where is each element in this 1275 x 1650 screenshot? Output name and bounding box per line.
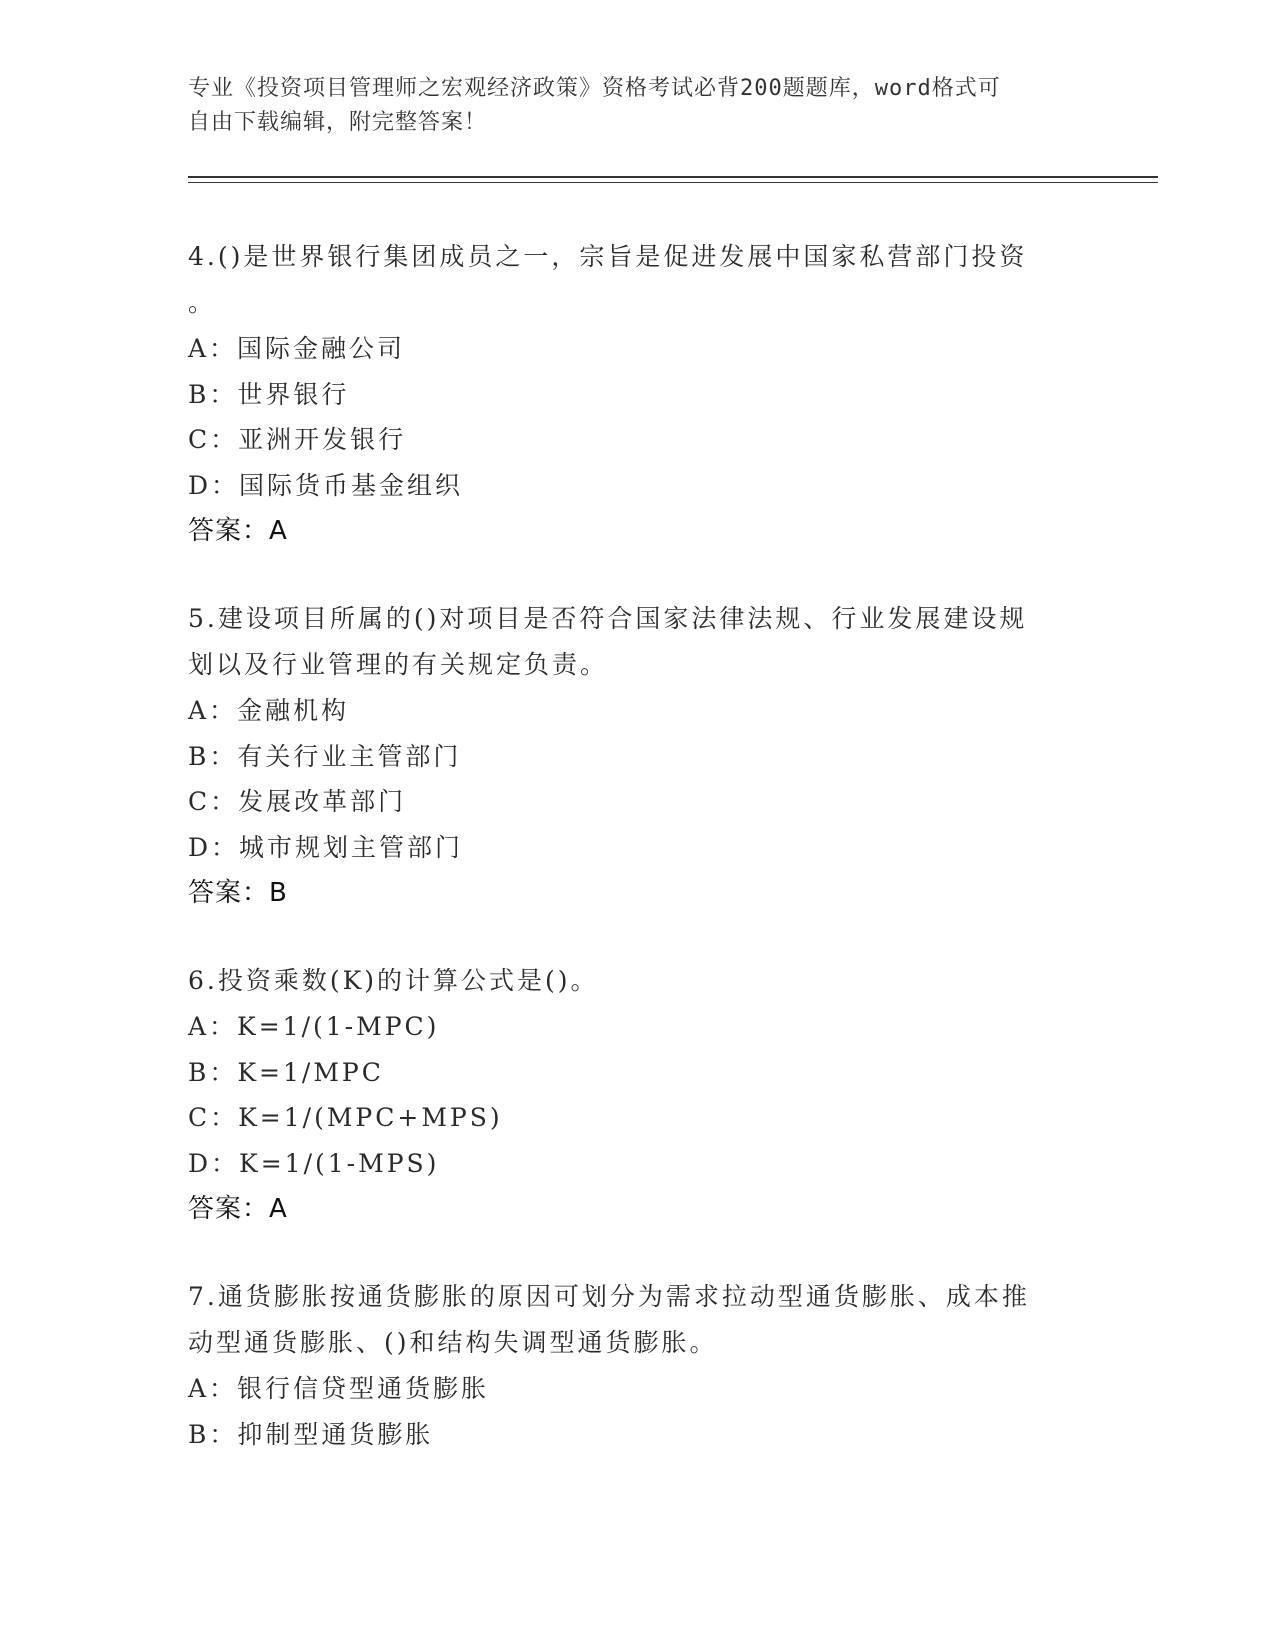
question-list — [188, 234, 1068, 1457]
header-rule-thin — [188, 182, 1158, 183]
question-stem-continuation: 动型通货膨胀、()和结构失调型通货膨胀。 — [188, 1328, 718, 1357]
header-rule-thick — [188, 176, 1158, 178]
option-a: A：银行信贷型通货膨胀 — [188, 1374, 490, 1403]
question-stem: 5.建设项目所属的()对项目是否符合国家法律法规、行业发展建设规 — [188, 604, 1028, 633]
question-stem: 6.投资乘数(K)的计算公式是()。 — [188, 966, 599, 995]
option-a: A：K=1/(1-MPC) — [188, 1012, 440, 1041]
question-stem: 4.()是世界银行集团成员之一，宗旨是促进发展中国家私营部门投资 — [188, 242, 1028, 271]
answer: 答案：A — [188, 516, 288, 546]
answer: 答案：B — [188, 878, 288, 908]
option-c: C：发展改革部门 — [188, 787, 407, 816]
option-c: C：亚洲开发银行 — [188, 425, 407, 454]
document-header — [188, 72, 1068, 140]
answer: 答案：A — [188, 1194, 288, 1224]
option-b: B：有关行业主管部门 — [188, 741, 462, 771]
option-a: A：金融机构 — [188, 696, 350, 725]
question-stem-continuation: 划以及行业管理的有关规定负责。 — [188, 650, 609, 679]
option-b: B：抑制型通货膨胀 — [188, 1419, 434, 1449]
option-b: B：K=1/MPC — [188, 1057, 384, 1087]
option-d: D：国际货币基金组织 — [188, 470, 464, 500]
option-d: D：城市规划主管部门 — [188, 832, 464, 862]
header-line-2: 自由下载编辑，附完整答案！ — [188, 110, 488, 135]
header-line-1: 专业《投资项目管理师之宏观经济政策》资格考试必背200题题库，word格式可 — [188, 76, 1001, 101]
option-b: B：世界银行 — [188, 379, 350, 409]
question-stem-continuation: 。 — [188, 288, 217, 317]
question-7 — [188, 1274, 1068, 1457]
option-d: D：K=1/(1-MPS) — [188, 1148, 440, 1178]
question-5 — [188, 596, 1068, 916]
option-c: C：K=1/(MPC+MPS) — [188, 1103, 503, 1132]
question-stem: 7.通货膨胀按通货膨胀的原因可划分为需求拉动型通货膨胀、成本推 — [188, 1282, 1030, 1311]
question-4 — [188, 234, 1068, 554]
question-6 — [188, 958, 1068, 1232]
option-a: A：国际金融公司 — [188, 334, 406, 363]
